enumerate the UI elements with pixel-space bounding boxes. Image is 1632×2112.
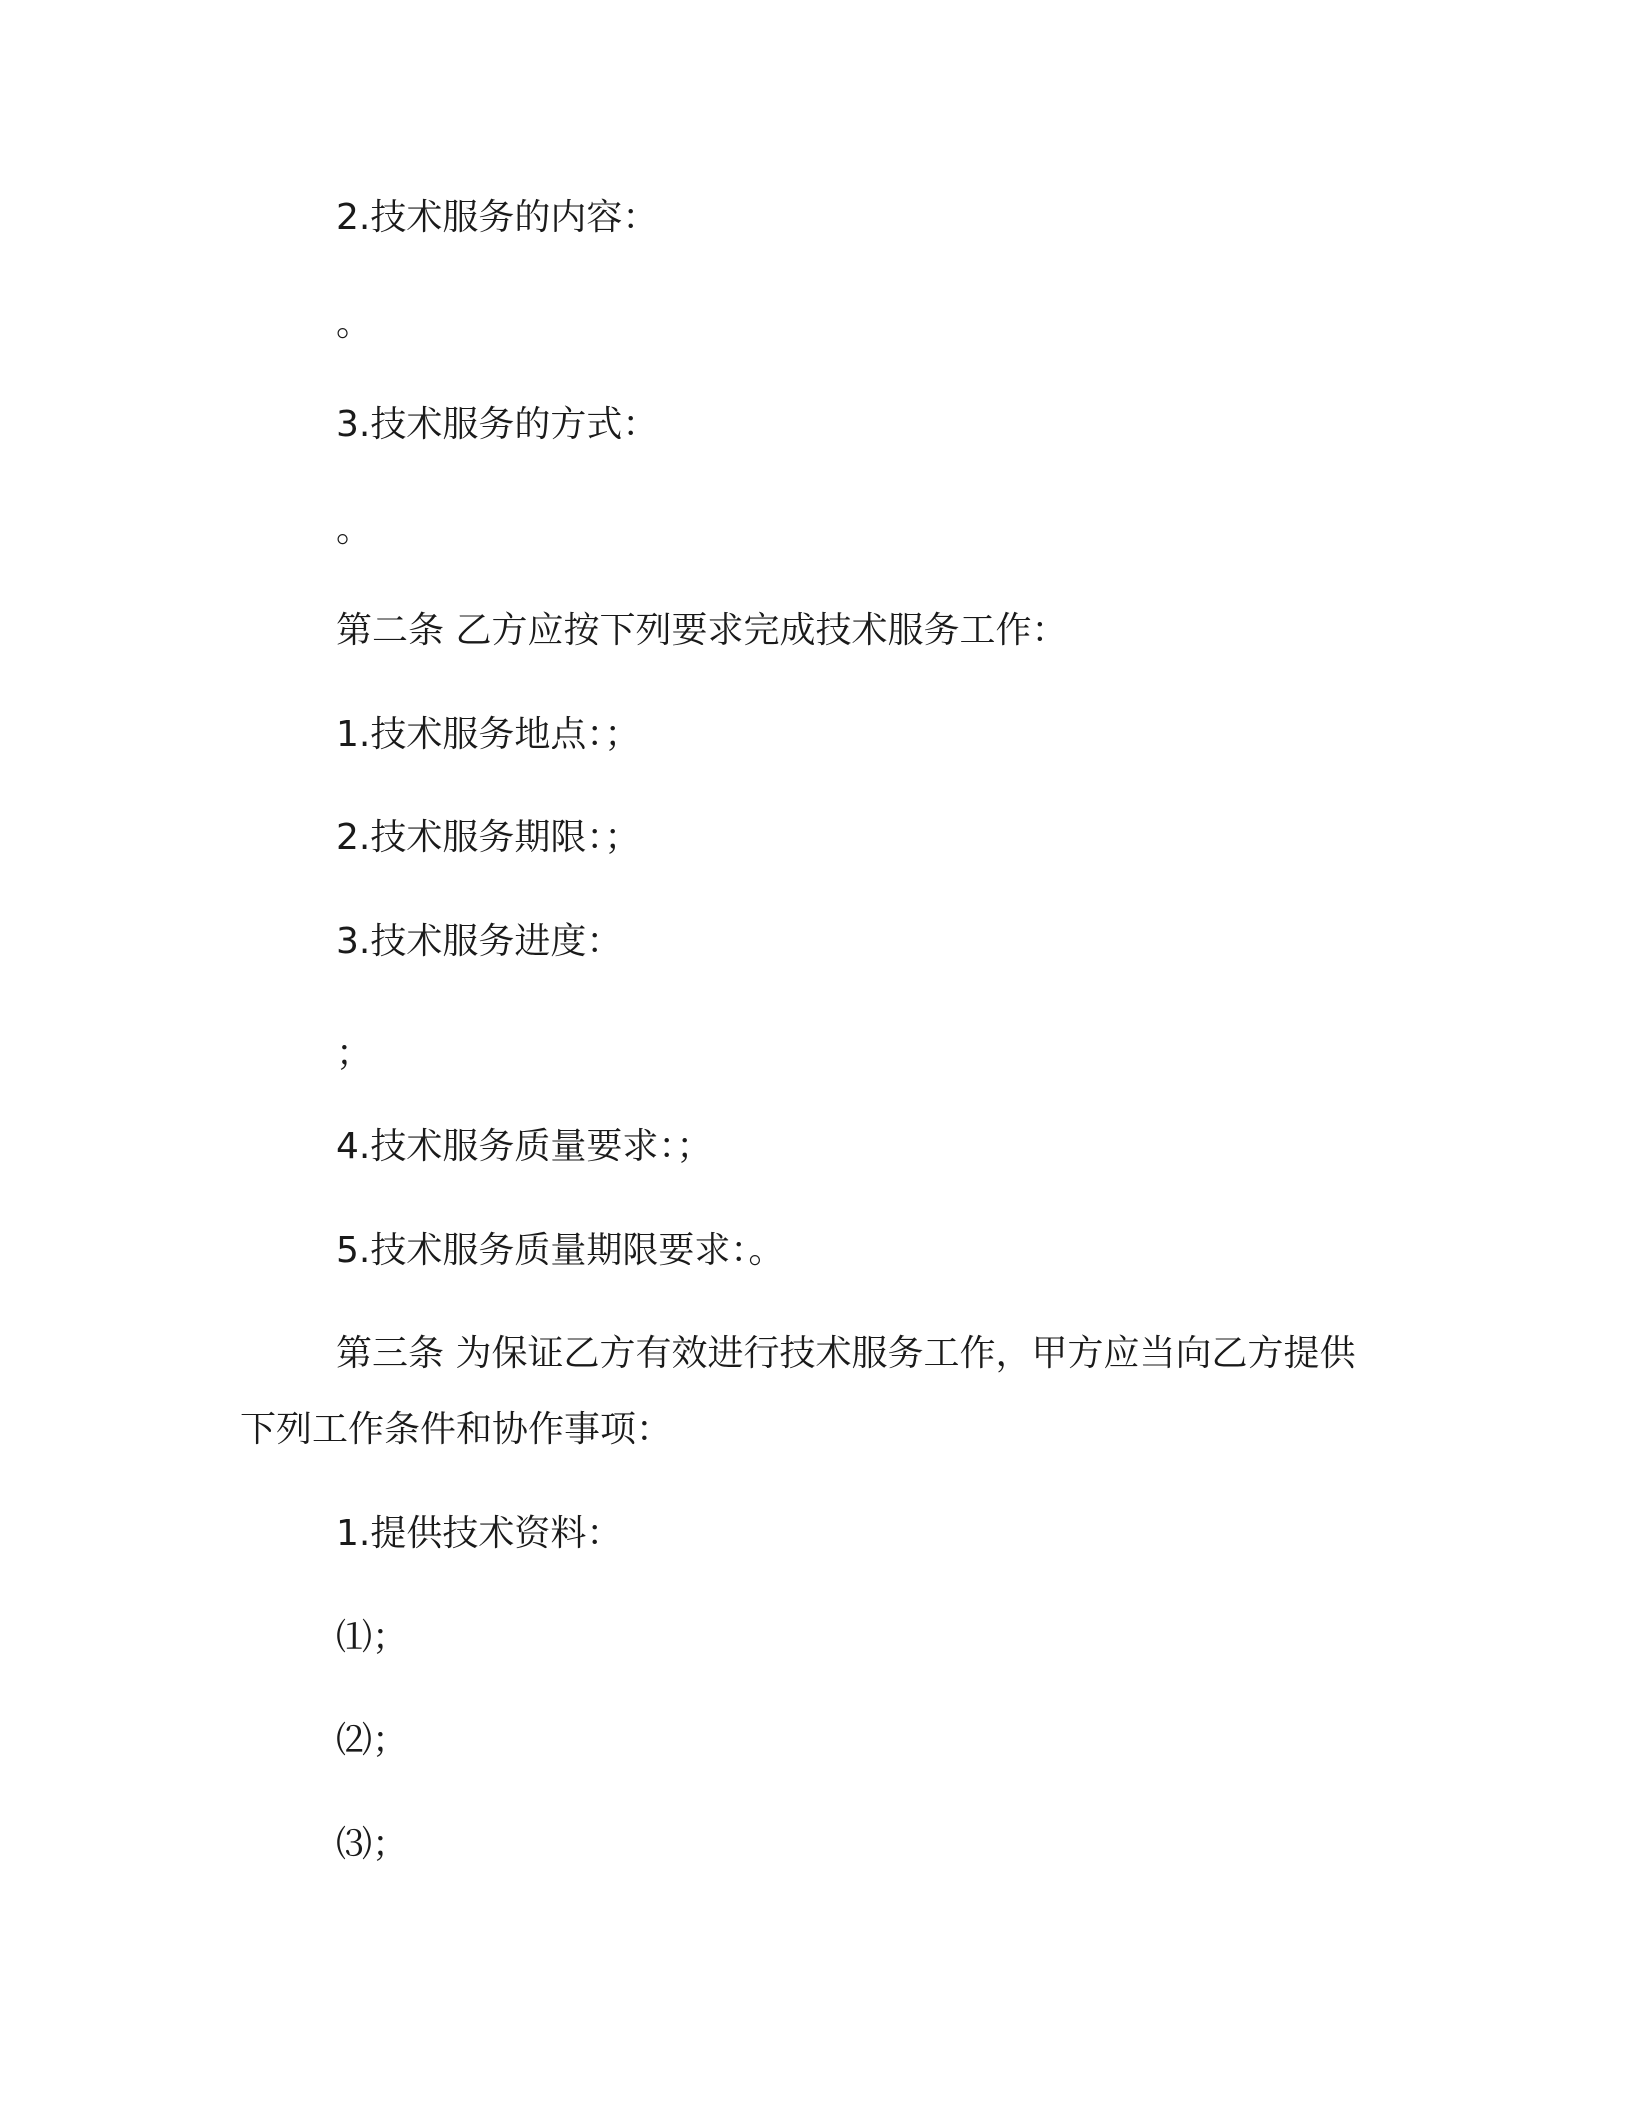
item-service-method: 3.技术服务的方式：	[336, 404, 659, 445]
blank-line-period: 。	[336, 509, 373, 550]
blank-line-period: 。	[336, 303, 373, 344]
sub-item-1: ⑴；	[336, 1617, 409, 1658]
item-service-content: 2.技术服务的内容：	[336, 197, 659, 238]
article-two-heading: 第二条 乙方应按下列要求完成技术服务工作：	[336, 610, 1068, 651]
item-service-location: 1.技术服务地点：；	[336, 714, 641, 755]
blank-line-semicolon: ；	[336, 1033, 373, 1074]
item-quality-period-requirement: 5.技术服务质量期限要求：。	[336, 1230, 785, 1271]
item-provide-technical-materials: 1.提供技术资料：	[336, 1513, 623, 1554]
item-service-term: 2.技术服务期限：；	[336, 817, 641, 858]
article-three-paragraph: 第三条 为保证乙方有效进行技术服务工作，甲方应当向乙方提供下列工作条件和协作事项：	[240, 1333, 1356, 1450]
item-service-progress: 3.技术服务进度：	[336, 921, 623, 962]
item-quality-requirement: 4.技术服务质量要求：；	[336, 1126, 713, 1167]
sub-item-2: ⑵；	[336, 1720, 409, 1761]
sub-item-3: ⑶；	[336, 1824, 409, 1865]
